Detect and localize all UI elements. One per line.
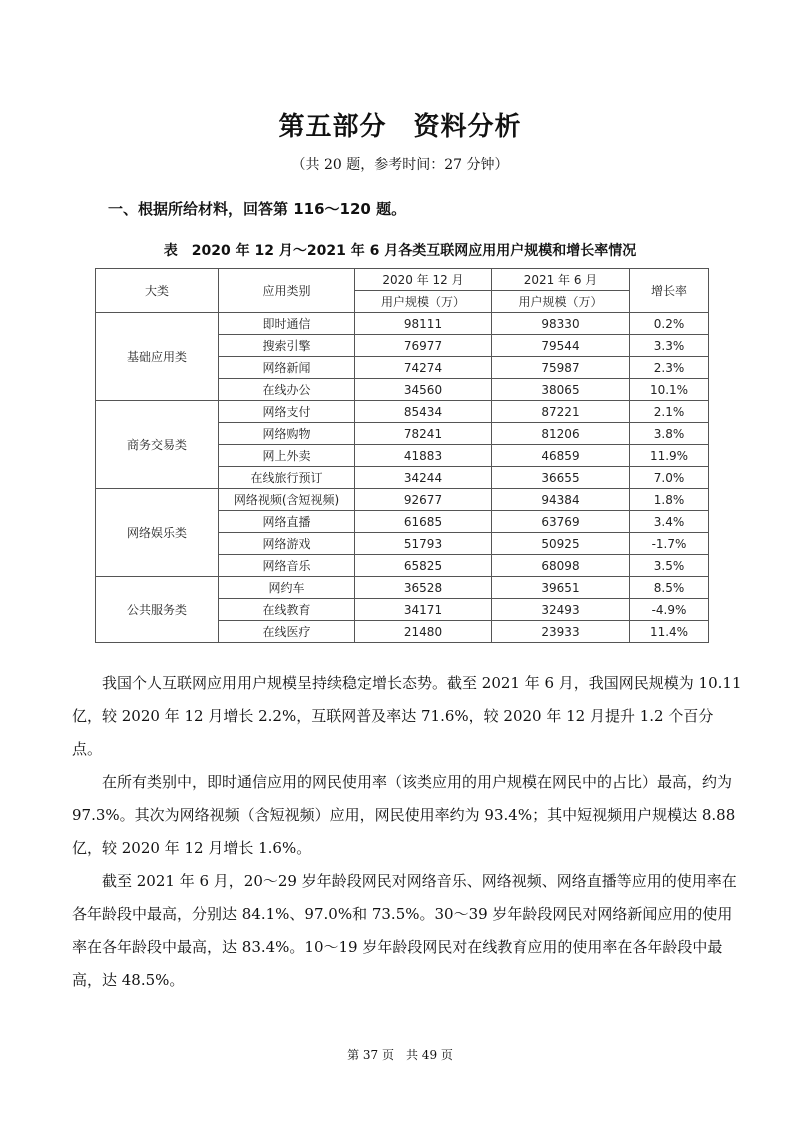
dec2020-cell: 34244 — [355, 467, 492, 489]
jun2021-cell: 23933 — [492, 621, 630, 643]
app-cell: 在线医疗 — [219, 621, 355, 643]
app-cell: 网络视频(含短视频) — [219, 489, 355, 511]
table-row — [96, 489, 709, 511]
growth-cell: 0.2% — [630, 313, 709, 335]
section-heading: 一、根据所给材料，回答第 116～120 题。 — [108, 200, 407, 218]
app-cell: 在线办公 — [219, 379, 355, 401]
table-row — [96, 313, 709, 335]
app-cell: 即时通信 — [219, 313, 355, 335]
jun2021-cell: 87221 — [492, 401, 630, 423]
header-users-dec2020: 用户规模（万） — [355, 291, 492, 313]
jun2021-cell: 68098 — [492, 555, 630, 577]
jun2021-cell: 39651 — [492, 577, 630, 599]
header-jun2021: 2021 年 6 月 — [492, 269, 630, 291]
dec2020-cell: 51793 — [355, 533, 492, 555]
dec2020-cell: 61685 — [355, 511, 492, 533]
jun2021-cell: 38065 — [492, 379, 630, 401]
app-cell: 网络购物 — [219, 423, 355, 445]
table-caption: 表 2020 年 12 月～2021 年 6 月各类互联网应用用户规模和增长率情况 — [163, 243, 637, 259]
dec2020-cell: 41883 — [355, 445, 492, 467]
category-cell: 商务交易类 — [96, 401, 219, 489]
category-cell: 基础应用类 — [96, 313, 219, 401]
growth-cell: 2.3% — [630, 357, 709, 379]
header-category: 大类 — [96, 269, 219, 313]
jun2021-cell: 50925 — [492, 533, 630, 555]
growth-cell: 10.1% — [630, 379, 709, 401]
table-body — [96, 269, 709, 643]
table-row — [96, 577, 709, 599]
data-table — [95, 268, 709, 643]
app-cell: 网络音乐 — [219, 555, 355, 577]
dec2020-cell: 74274 — [355, 357, 492, 379]
dec2020-cell: 92677 — [355, 489, 492, 511]
dec2020-cell: 21480 — [355, 621, 492, 643]
jun2021-cell: 98330 — [492, 313, 630, 335]
dec2020-cell: 34560 — [355, 379, 492, 401]
app-cell: 搜索引擎 — [219, 335, 355, 357]
header-app: 应用类别 — [219, 269, 355, 313]
header-users-jun2021: 用户规模（万） — [492, 291, 630, 313]
app-cell: 网上外卖 — [219, 445, 355, 467]
growth-cell: 11.4% — [630, 621, 709, 643]
dec2020-cell: 34171 — [355, 599, 492, 621]
page-subtitle: （共 20 题，参考时间：27 分钟） — [291, 157, 509, 173]
growth-cell: -1.7% — [630, 533, 709, 555]
app-cell: 在线旅行预订 — [219, 467, 355, 489]
growth-cell: 11.9% — [630, 445, 709, 467]
jun2021-cell: 46859 — [492, 445, 630, 467]
dec2020-cell: 85434 — [355, 401, 492, 423]
paragraph-2: 在所有类别中，即时通信应用的网民使用率（该类应用的用户规模在网民中的占比）最高，约为 97.3%。其次为网络视频（含短视频）应用，网民使用率约为 93.4%；其中短视频用户规模达 8.88 亿，较 2020 年 12 月增长 1.6%。 — [72, 773, 736, 857]
table-row — [96, 401, 709, 423]
paragraph-3: 截至 2021 年 6 月，20～29 岁年龄段网民对网络音乐、网络视频、网络直播等应用的使用率在各年龄段中最高，分别达 84.1%、97.0%和 73.5%。30～39 岁年龄段网民对网络新闻应用的使用率在各年龄段中最高，达 83.4%。10～19 岁年龄段网民对在线教育应用的使用率在各年龄段中最高，达 48.5%。 — [72, 872, 737, 989]
category-cell: 网络娱乐类 — [96, 489, 219, 577]
page-footer: 第 37 页 共 49 页 — [347, 1048, 453, 1062]
dec2020-cell: 98111 — [355, 313, 492, 335]
growth-cell: 3.8% — [630, 423, 709, 445]
growth-cell: 3.5% — [630, 555, 709, 577]
growth-cell: 7.0% — [630, 467, 709, 489]
growth-cell: 2.1% — [630, 401, 709, 423]
header-dec2020: 2020 年 12 月 — [355, 269, 492, 291]
growth-cell: 1.8% — [630, 489, 709, 511]
jun2021-cell: 94384 — [492, 489, 630, 511]
app-cell: 在线教育 — [219, 599, 355, 621]
app-cell: 网络直播 — [219, 511, 355, 533]
jun2021-cell: 32493 — [492, 599, 630, 621]
app-cell: 网络支付 — [219, 401, 355, 423]
dec2020-cell: 76977 — [355, 335, 492, 357]
jun2021-cell: 63769 — [492, 511, 630, 533]
jun2021-cell: 81206 — [492, 423, 630, 445]
dec2020-cell: 78241 — [355, 423, 492, 445]
page-title: 第五部分 资料分析 — [278, 112, 522, 142]
paragraph-1: 我国个人互联网应用用户规模呈持续稳定增长态势。截至 2021 年 6 月，我国网民规模为 10.11 亿，较 2020 年 12 月增长 2.2%，互联网普及率达 71.6%，较 2020 年 12 月提升 1.2 个百分点。 — [72, 674, 742, 758]
dec2020-cell: 65825 — [355, 555, 492, 577]
growth-cell: -4.9% — [630, 599, 709, 621]
growth-cell: 8.5% — [630, 577, 709, 599]
app-cell: 网络新闻 — [219, 357, 355, 379]
app-cell: 网络游戏 — [219, 533, 355, 555]
dec2020-cell: 36528 — [355, 577, 492, 599]
jun2021-cell: 36655 — [492, 467, 630, 489]
category-cell: 公共服务类 — [96, 577, 219, 643]
jun2021-cell: 79544 — [492, 335, 630, 357]
header-growth: 增长率 — [630, 269, 709, 313]
growth-cell: 3.4% — [630, 511, 709, 533]
table-header-row — [96, 269, 709, 291]
growth-cell: 3.3% — [630, 335, 709, 357]
app-cell: 网约车 — [219, 577, 355, 599]
jun2021-cell: 75987 — [492, 357, 630, 379]
